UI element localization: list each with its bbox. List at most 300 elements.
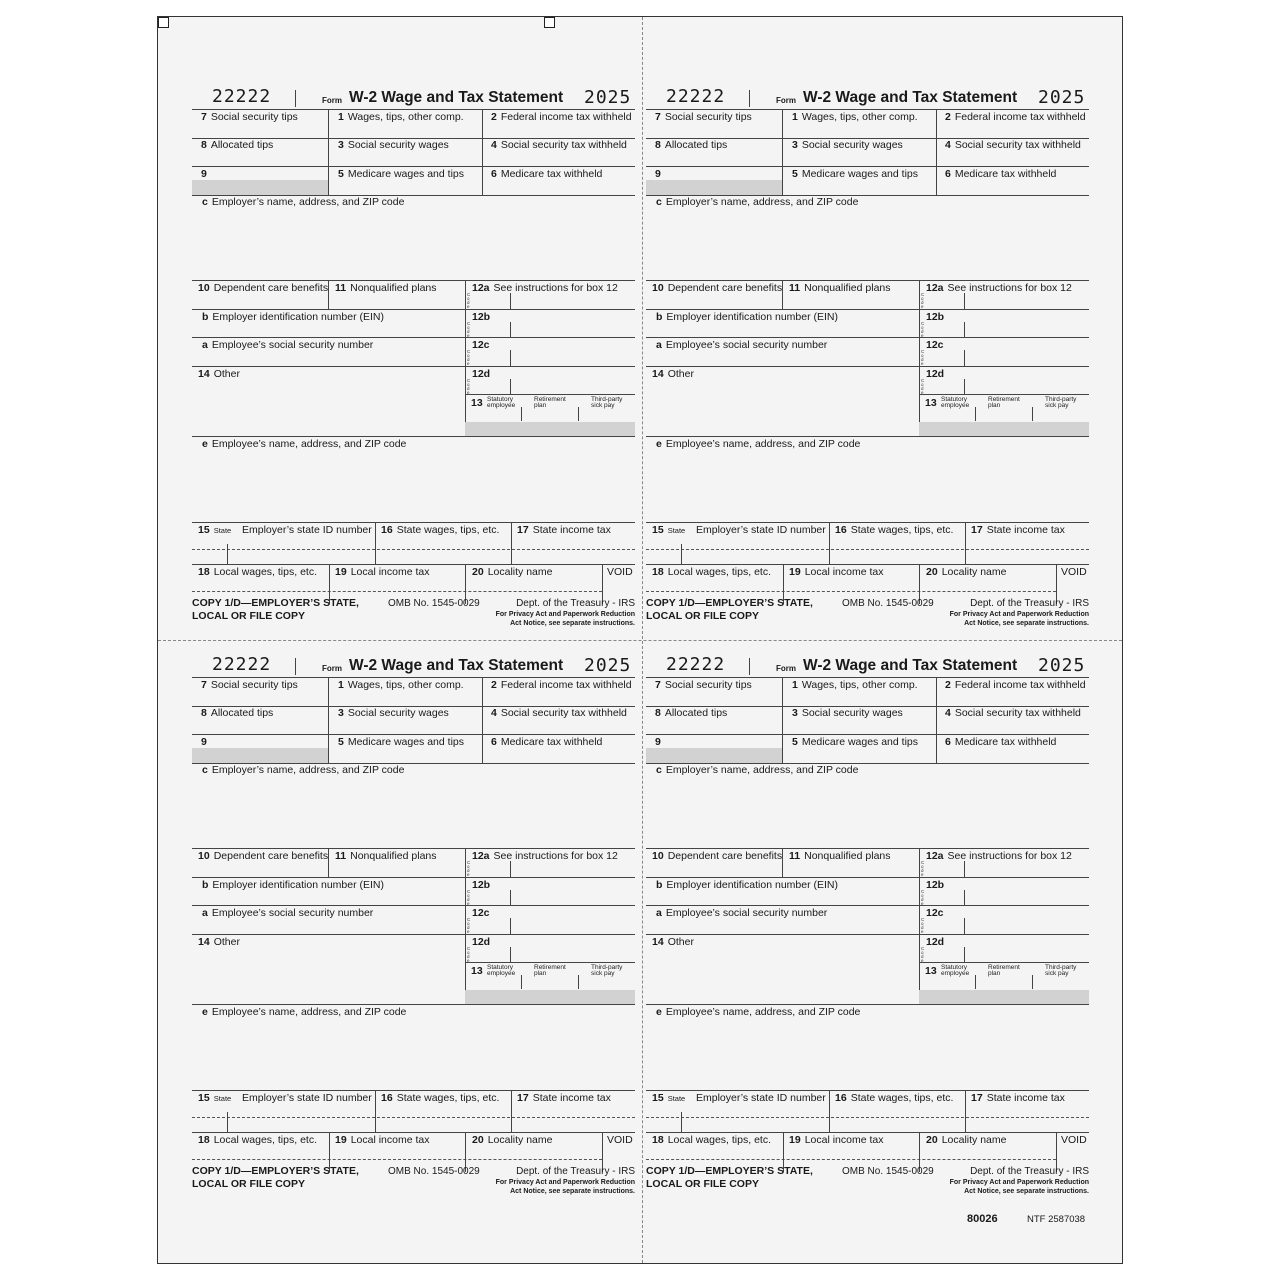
omb-number: OMB No. 1545-0029 (842, 598, 934, 609)
form-year: 2025 (584, 655, 632, 676)
rule (578, 407, 579, 421)
rule (646, 280, 1089, 281)
rule (521, 975, 522, 989)
box12d-label: 12d (472, 936, 491, 948)
code-glyph: C o d e (921, 917, 925, 934)
box20-label: 20 Locality name (926, 566, 1007, 578)
rule (681, 544, 682, 564)
box18-label: 18 Local wages, tips, etc. (198, 566, 317, 578)
rule (681, 1112, 682, 1132)
box12d-label: 12d (926, 368, 945, 380)
void-code: 22222 (212, 86, 272, 107)
form-word: Form (322, 96, 342, 105)
rule (510, 918, 511, 934)
box19-label: 19 Local income tax (335, 566, 430, 578)
omb-number: OMB No. 1545-0029 (842, 1166, 934, 1177)
box7-label: 7 Social security tips (655, 679, 752, 691)
rule (646, 309, 1089, 310)
box5-label: 5 Medicare wages and tips (338, 736, 464, 748)
rule (510, 861, 511, 877)
rule (646, 677, 1089, 678)
box18-label: 18 Local wages, tips, etc. (198, 1134, 317, 1146)
rule (192, 109, 635, 110)
box10-label: 10 Dependent care benefits (652, 282, 783, 294)
rule (782, 280, 783, 309)
rule (192, 436, 635, 437)
retirement-plan-label: Retirement plan (988, 964, 1020, 977)
privacy-notice-line1: For Privacy Act and Paperwork Reduction (949, 1179, 1089, 1186)
rule (646, 337, 1089, 338)
third-party-sick-pay-label: Third-party sick pay (1045, 396, 1077, 409)
registration-mark-right (544, 17, 555, 28)
boxa-label: a Employee’s social security number (202, 907, 374, 919)
rule (646, 166, 1089, 167)
rule (646, 734, 1089, 735)
form-word: Form (322, 664, 342, 673)
w2-form-bottom-left (192, 593, 635, 1161)
box11-label: 11 Nonqualified plans (789, 850, 891, 862)
rule (328, 677, 329, 763)
rule (328, 848, 329, 877)
w2-sheet (157, 16, 1123, 1264)
w2-form-bottom-right (646, 593, 1089, 1161)
third-party-sick-pay-label: Third-party sick pay (591, 964, 623, 977)
box3-label: 3 Social security wages (338, 139, 449, 151)
box6-label: 6 Medicare tax withheld (945, 736, 1057, 748)
box10-label: 10 Dependent care benefits (198, 850, 329, 862)
copy-designation-line2: LOCAL OR FILE COPY (192, 610, 305, 622)
box19-label: 19 Local income tax (789, 1134, 884, 1146)
rule (192, 848, 635, 849)
dashed-rule (646, 1117, 1089, 1118)
dashed-rule (646, 549, 1089, 550)
rule (646, 436, 1089, 437)
privacy-notice-line2: Act Notice, see separate instructions. (964, 1188, 1089, 1195)
code-glyph: C o d e (467, 946, 471, 963)
box8-label: 8 Allocated tips (655, 707, 728, 719)
form-title: W-2 Wage and Tax Statement (349, 89, 564, 106)
code-glyph: C o d e (467, 292, 471, 309)
rule (192, 1090, 635, 1091)
box9-shade (192, 748, 328, 763)
statutory-employee-label: Statutory employee (487, 964, 516, 977)
dept-treasury: Dept. of the Treasury - IRS (516, 598, 635, 609)
box9-label: 9 (655, 168, 661, 180)
rule (965, 1090, 966, 1132)
omb-number: OMB No. 1545-0029 (388, 1166, 480, 1177)
rule (964, 890, 965, 905)
form-word: Form (776, 664, 796, 673)
third-party-sick-pay-label: Third-party sick pay (591, 396, 623, 409)
box20-label: 20 Locality name (472, 566, 553, 578)
box15-label: 15 State (198, 524, 232, 536)
dashed-rule (192, 591, 602, 592)
copy-designation-line1: COPY 1/D—EMPLOYER’S STATE, (646, 597, 813, 609)
rule (646, 877, 1089, 878)
box12c-label: 12c (926, 907, 944, 919)
void-label: VOID (607, 566, 633, 578)
box13-label: 13 (471, 965, 483, 977)
rule (510, 947, 511, 962)
rule (646, 848, 1089, 849)
title-divider (295, 658, 296, 675)
boxb-label: b Employer identification number (EIN) (656, 879, 838, 891)
box13-label: 13 (925, 965, 937, 977)
rule (646, 1132, 1089, 1133)
rule (646, 1004, 1089, 1005)
rule (375, 522, 376, 564)
rule (965, 522, 966, 564)
copy-designation-line1: COPY 1/D—EMPLOYER’S STATE, (646, 1165, 813, 1177)
rule (964, 379, 965, 394)
void-label: VOID (607, 1134, 633, 1146)
box9-label: 9 (201, 168, 207, 180)
box5-label: 5 Medicare wages and tips (338, 168, 464, 180)
box4-label: 4 Social security tax withheld (945, 707, 1081, 719)
box12d-label: 12d (472, 368, 491, 380)
rule (482, 109, 483, 195)
boxb-label: b Employer identification number (EIN) (202, 311, 384, 323)
box8-label: 8 Allocated tips (655, 139, 728, 151)
box12a-label: 12a See instructions for box 12 (926, 282, 1072, 294)
box12b-label: 12b (472, 879, 491, 891)
privacy-notice-line2: Act Notice, see separate instructions. (964, 620, 1089, 627)
box12a-label: 12a See instructions for box 12 (472, 850, 618, 862)
box17-label: 17 State income tax (971, 524, 1065, 536)
dashed-rule (646, 591, 1056, 592)
box2-label: 2 Federal income tax withheld (491, 111, 632, 123)
rule (782, 848, 783, 877)
box8-label: 8 Allocated tips (201, 707, 274, 719)
rule (521, 407, 522, 421)
rule (465, 962, 635, 963)
box12c-label: 12c (472, 339, 490, 351)
box7-label: 7 Social security tips (201, 679, 298, 691)
form-year: 2025 (1038, 87, 1086, 108)
rule (510, 379, 511, 394)
box14-label: 14 Other (652, 368, 694, 380)
box9-shade (646, 748, 782, 763)
title-divider (295, 90, 296, 107)
rule (375, 1090, 376, 1132)
rule (192, 934, 635, 935)
rule (964, 918, 965, 934)
box12d-label: 12d (926, 936, 945, 948)
form-year: 2025 (1038, 655, 1086, 676)
rule (1032, 975, 1033, 989)
rule (482, 677, 483, 763)
code-glyph: C o d e (921, 349, 925, 366)
rule (192, 877, 635, 878)
code-glyph: C o d e (921, 378, 925, 395)
rule (192, 905, 635, 906)
code-glyph: C o d e (921, 860, 925, 877)
retirement-plan-label: Retirement plan (988, 396, 1020, 409)
title-divider (749, 658, 750, 675)
rule (829, 522, 830, 564)
rule (192, 734, 635, 735)
box13-label: 13 (925, 397, 937, 409)
code-glyph: C o d e (467, 349, 471, 366)
copy-designation-line2: LOCAL OR FILE COPY (646, 610, 759, 622)
title-divider (749, 90, 750, 107)
dept-treasury: Dept. of the Treasury - IRS (970, 1166, 1089, 1177)
form-word: Form (776, 96, 796, 105)
rule (510, 890, 511, 905)
box11-label: 11 Nonqualified plans (789, 282, 891, 294)
rule (465, 848, 466, 1004)
void-label: VOID (1061, 1134, 1087, 1146)
privacy-notice-line1: For Privacy Act and Paperwork Reduction (949, 611, 1089, 618)
code-glyph: C o d e (921, 889, 925, 906)
rule (646, 109, 1089, 110)
box1-label: 1 Wages, tips, other comp. (338, 111, 464, 123)
w2-form-top-right (646, 25, 1089, 593)
box9-shade (192, 180, 328, 195)
box1-label: 1 Wages, tips, other comp. (338, 679, 464, 691)
form-stock-number: 80026 (967, 1213, 998, 1225)
box15-id-label: Employer’s state ID number (242, 524, 372, 536)
rule (511, 1090, 512, 1132)
box14-label: 14 Other (198, 936, 240, 948)
rule (192, 366, 635, 367)
copy-designation-line2: LOCAL OR FILE COPY (646, 1178, 759, 1190)
form-title: W-2 Wage and Tax Statement (803, 89, 1018, 106)
rule (192, 280, 635, 281)
box16-label: 16 State wages, tips, etc. (835, 524, 954, 536)
box13-shade (465, 422, 635, 436)
privacy-notice-line2: Act Notice, see separate instructions. (510, 620, 635, 627)
rule (510, 350, 511, 366)
rule (829, 1090, 830, 1132)
box3-label: 3 Social security wages (792, 139, 903, 151)
box10-label: 10 Dependent care benefits (652, 850, 783, 862)
dept-treasury: Dept. of the Treasury - IRS (970, 598, 1089, 609)
box12b-label: 12b (926, 879, 945, 891)
box12a-label: 12a See instructions for box 12 (472, 282, 618, 294)
boxa-label: a Employee’s social security number (656, 339, 828, 351)
box18-label: 18 Local wages, tips, etc. (652, 566, 771, 578)
box8-label: 8 Allocated tips (201, 139, 274, 151)
box15-label: 15 State (198, 1092, 232, 1104)
box2-label: 2 Federal income tax withheld (945, 111, 1086, 123)
code-glyph: C o d e (921, 946, 925, 963)
third-party-sick-pay-label: Third-party sick pay (1045, 964, 1077, 977)
rule (919, 394, 1089, 395)
rule (192, 522, 635, 523)
boxa-label: a Employee’s social security number (656, 907, 828, 919)
box15-label: 15 State (652, 524, 686, 536)
rule (964, 322, 965, 337)
rule (227, 1112, 228, 1132)
rule (919, 280, 920, 436)
code-glyph: C o d e (467, 860, 471, 877)
box6-label: 6 Medicare tax withheld (945, 168, 1057, 180)
rule (465, 280, 466, 436)
statutory-employee-label: Statutory employee (941, 396, 970, 409)
rule (964, 947, 965, 962)
box6-label: 6 Medicare tax withheld (491, 736, 603, 748)
box9-label: 9 (201, 736, 207, 748)
rule (578, 975, 579, 989)
copy-designation-line1: COPY 1/D—EMPLOYER’S STATE, (192, 597, 359, 609)
rule (646, 366, 1089, 367)
rule (964, 861, 965, 877)
box6-label: 6 Medicare tax withheld (491, 168, 603, 180)
rule (964, 350, 965, 366)
boxc-label: c Employer’s name, address, and ZIP code (656, 764, 859, 776)
box3-label: 3 Social security wages (792, 707, 903, 719)
boxb-label: b Employer identification number (EIN) (656, 311, 838, 323)
box16-label: 16 State wages, tips, etc. (835, 1092, 954, 1104)
rule (192, 1132, 635, 1133)
box15-id-label: Employer’s state ID number (696, 1092, 826, 1104)
form-year: 2025 (584, 87, 632, 108)
privacy-notice-line1: For Privacy Act and Paperwork Reduction (495, 611, 635, 618)
dept-treasury: Dept. of the Treasury - IRS (516, 1166, 635, 1177)
box5-label: 5 Medicare wages and tips (792, 736, 918, 748)
box15-id-label: Employer’s state ID number (696, 524, 826, 536)
w2-copy-footer (646, 1165, 1089, 1215)
box20-label: 20 Locality name (472, 1134, 553, 1146)
w2-copy-footer (192, 1165, 635, 1215)
code-glyph: C o d e (467, 889, 471, 906)
rule (465, 394, 635, 395)
box11-label: 11 Nonqualified plans (335, 282, 437, 294)
rule (919, 848, 920, 1004)
box12c-label: 12c (926, 339, 944, 351)
omb-number: OMB No. 1545-0029 (388, 598, 480, 609)
box18-label: 18 Local wages, tips, etc. (652, 1134, 771, 1146)
box2-label: 2 Federal income tax withheld (491, 679, 632, 691)
box2-label: 2 Federal income tax withheld (945, 679, 1086, 691)
box17-label: 17 State income tax (517, 524, 611, 536)
void-code: 22222 (212, 654, 272, 675)
code-glyph: C o d e (467, 917, 471, 934)
box13-shade (465, 990, 635, 1004)
code-glyph: C o d e (921, 292, 925, 309)
rule (192, 564, 635, 565)
registration-mark-left (158, 17, 169, 28)
dashed-rule (646, 1159, 1056, 1160)
box11-label: 11 Nonqualified plans (335, 850, 437, 862)
boxa-label: a Employee’s social security number (202, 339, 374, 351)
rule (510, 322, 511, 337)
boxe-label: e Employee’s name, address, and ZIP code (656, 438, 861, 450)
rule (192, 166, 635, 167)
box12c-label: 12c (472, 907, 490, 919)
box19-label: 19 Local income tax (335, 1134, 430, 1146)
rule (192, 309, 635, 310)
box5-label: 5 Medicare wages and tips (792, 168, 918, 180)
box13-label: 13 (471, 397, 483, 409)
rule (936, 677, 937, 763)
rule (782, 677, 783, 763)
copy-designation-line1: COPY 1/D—EMPLOYER’S STATE, (192, 1165, 359, 1177)
boxb-label: b Employer identification number (EIN) (202, 879, 384, 891)
box7-label: 7 Social security tips (201, 111, 298, 123)
box16-label: 16 State wages, tips, etc. (381, 524, 500, 536)
box20-label: 20 Locality name (926, 1134, 1007, 1146)
box14-label: 14 Other (198, 368, 240, 380)
rule (328, 109, 329, 195)
box4-label: 4 Social security tax withheld (491, 707, 627, 719)
code-glyph: C o d e (921, 321, 925, 338)
box12b-label: 12b (472, 311, 491, 323)
rule (646, 522, 1089, 523)
statutory-employee-label: Statutory employee (487, 396, 516, 409)
box19-label: 19 Local income tax (789, 566, 884, 578)
box16-label: 16 State wages, tips, etc. (381, 1092, 500, 1104)
code-glyph: C o d e (467, 378, 471, 395)
dashed-rule (192, 1159, 602, 1160)
box1-label: 1 Wages, tips, other comp. (792, 111, 918, 123)
rule (782, 109, 783, 195)
w2-form-top-left (192, 25, 635, 593)
box17-label: 17 State income tax (517, 1092, 611, 1104)
rule (328, 280, 329, 309)
rule (192, 337, 635, 338)
rule (510, 293, 511, 309)
rule (646, 564, 1089, 565)
box10-label: 10 Dependent care benefits (198, 282, 329, 294)
rule (646, 905, 1089, 906)
box12b-label: 12b (926, 311, 945, 323)
rule (936, 109, 937, 195)
box9-label: 9 (655, 736, 661, 748)
dashed-rule (192, 549, 635, 550)
boxe-label: e Employee’s name, address, and ZIP code (202, 438, 407, 450)
box13-shade (919, 990, 1089, 1004)
retirement-plan-label: Retirement plan (534, 396, 566, 409)
code-glyph: C o d e (467, 321, 471, 338)
box1-label: 1 Wages, tips, other comp. (792, 679, 918, 691)
boxe-label: e Employee’s name, address, and ZIP code (656, 1006, 861, 1018)
void-label: VOID (1061, 566, 1087, 578)
copy-designation-line2: LOCAL OR FILE COPY (192, 1178, 305, 1190)
rule (192, 1004, 635, 1005)
rule (1032, 407, 1033, 421)
dashed-rule (192, 1117, 635, 1118)
retirement-plan-label: Retirement plan (534, 964, 566, 977)
rule (511, 522, 512, 564)
box14-label: 14 Other (652, 936, 694, 948)
box12a-label: 12a See instructions for box 12 (926, 850, 1072, 862)
box9-shade (646, 180, 782, 195)
box3-label: 3 Social security wages (338, 707, 449, 719)
rule (964, 293, 965, 309)
box7-label: 7 Social security tips (655, 111, 752, 123)
boxc-label: c Employer’s name, address, and ZIP code (656, 196, 859, 208)
rule (227, 544, 228, 564)
rule (919, 962, 1089, 963)
form-title: W-2 Wage and Tax Statement (803, 657, 1018, 674)
void-code: 22222 (666, 86, 726, 107)
statutory-employee-label: Statutory employee (941, 964, 970, 977)
form-title: W-2 Wage and Tax Statement (349, 657, 564, 674)
box13-shade (919, 422, 1089, 436)
void-code: 22222 (666, 654, 726, 675)
rule (646, 934, 1089, 935)
privacy-notice-line1: For Privacy Act and Paperwork Reduction (495, 1179, 635, 1186)
box15-id-label: Employer’s state ID number (242, 1092, 372, 1104)
box15-label: 15 State (652, 1092, 686, 1104)
boxe-label: e Employee’s name, address, and ZIP code (202, 1006, 407, 1018)
privacy-notice-line2: Act Notice, see separate instructions. (510, 1188, 635, 1195)
rule (192, 677, 635, 678)
box4-label: 4 Social security tax withheld (491, 139, 627, 151)
boxc-label: c Employer’s name, address, and ZIP code (202, 764, 405, 776)
